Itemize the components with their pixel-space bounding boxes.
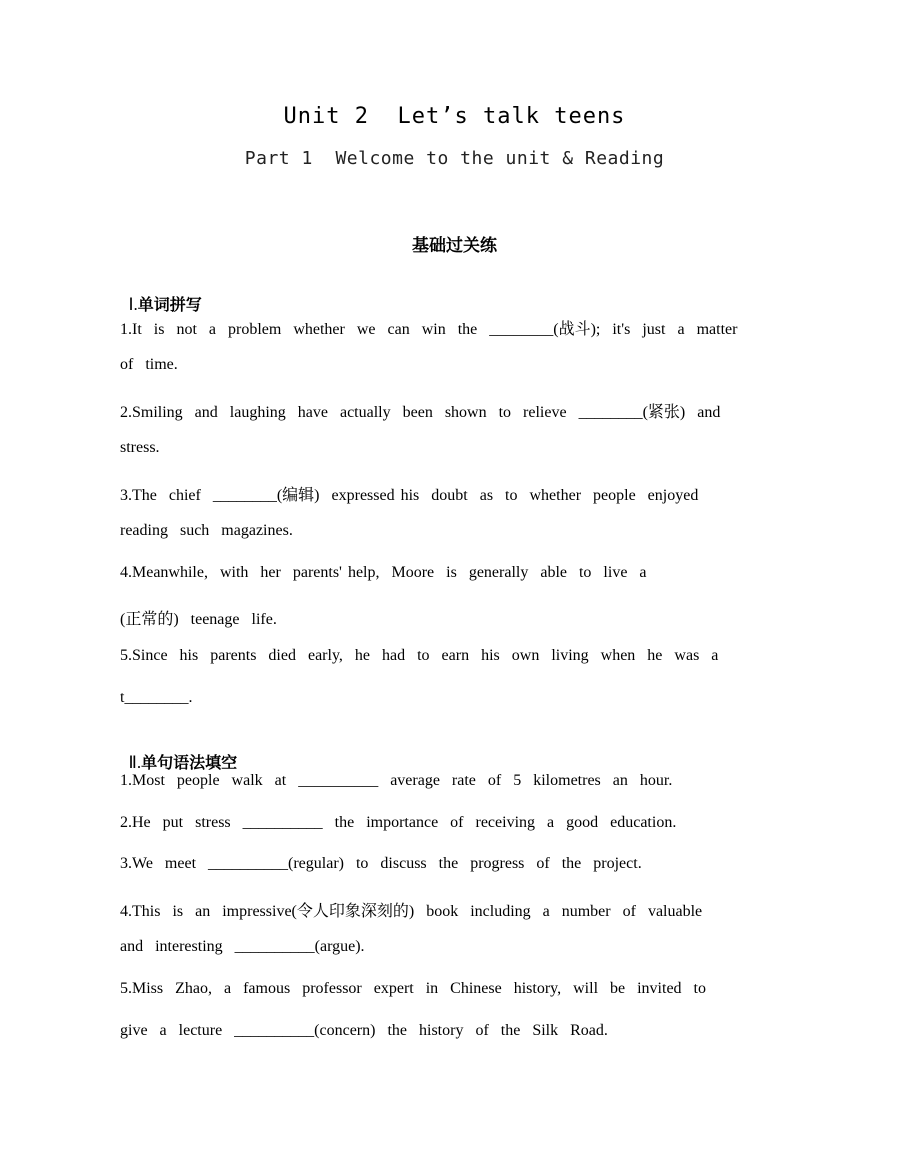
unit-title: Unit 2 Let’s talk teens (283, 104, 626, 129)
exercise-line: 5.Miss Zhao, a famous professor expert in Chinese history, will be invited to (120, 980, 706, 997)
exercise-line: 1.Most people walk at __________ average rate of 5 kilometres an hour. (120, 772, 673, 789)
exercise-line: t________. (120, 689, 193, 706)
practice-heading: 基础过关练 (412, 236, 497, 256)
section-number: Ⅰ. (128, 295, 138, 314)
exercise-line: of time. (120, 356, 178, 373)
exercise-line: 3.We meet __________(regular) to discuss the progress of the project. (120, 855, 642, 872)
section-number: Ⅱ. (128, 753, 142, 772)
exercise-line: and interesting __________(argue). (120, 938, 365, 955)
exercise-line: 3.The chief ________(编辑) expressed his doubt as to whether people enjoyed (120, 487, 699, 504)
exercise-line: reading such magazines. (120, 522, 293, 539)
exercise-line: give a lecture __________(concern) the history of the Silk Road. (120, 1022, 608, 1039)
section-heading-spelling (120, 272, 202, 315)
exercise-line: 5.Since his parents died early, he had to earn his own living when he was a (120, 647, 719, 664)
exercise-line: (正常的) teenage life. (120, 611, 277, 628)
exercise-line: 4.This is an impressive(令人印象深刻的) book including a number of valuable (120, 903, 703, 920)
section-heading-grammar (120, 730, 237, 773)
exercise-line: 1.It is not a problem whether we can win the ________(战斗); it's just a matter (120, 321, 738, 338)
exercise-line: stress. (120, 439, 160, 456)
exercise-line: 2.He put stress __________ the importance of receiving a good education. (120, 814, 677, 831)
section-label: 单词拼写 (137, 295, 202, 314)
exercise-line: 4.Meanwhile, with her parents' help, Moore is generally able to live a (120, 564, 647, 581)
exercise-line: 2.Smiling and laughing have actually been shown to relieve ________(紧张) and (120, 404, 721, 421)
part-title: Part 1 Welcome to the unit & Reading (244, 148, 665, 169)
section-label: 单句语法填空 (141, 753, 238, 772)
